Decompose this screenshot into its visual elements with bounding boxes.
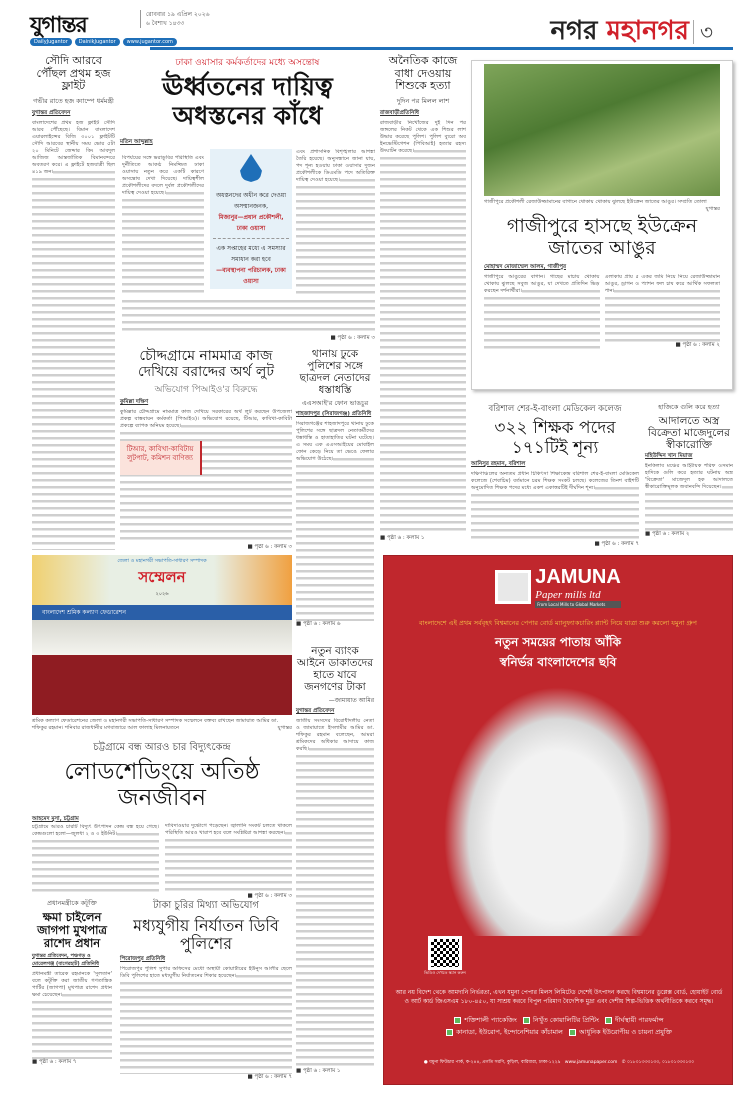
article-wasa bbox=[120, 55, 375, 341]
byline: মহিউদ্দিন খান মিয়াজ bbox=[645, 453, 693, 460]
checkbox-icon bbox=[569, 1029, 576, 1036]
facebook-link[interactable]: DailyJugantor bbox=[30, 38, 72, 46]
byline: কুমিল্লা দক্ষিণ bbox=[120, 399, 149, 406]
brand-tagline: From Local Mills to Global Markets bbox=[535, 601, 621, 608]
headline: চৌদ্দগ্রামে নামমাত্র কাজ দেখিয়ে বরাদ্দের অর্থ লুট bbox=[138, 348, 274, 381]
phone-number: ০১৮০১৩৩৩১৩৩, ০১৮০১৩৩৩১৩০ bbox=[626, 1060, 695, 1065]
article-body: কুমিল্লার চৌদ্দগ্রামে নামমাত্র কাজ দেখিয়ে সরকারের অর্থ লুট করছেন উপজেলা প্রকল্প বাস্তবায়ন কর্মকর্তা (পিআইও)। অভিযোগ রয়েছে, টিআর, কাবিখা-কাবিটা প্রকল্পে ব্যাপক অনিয়ম হয়েছে। টিআর, কাবিখা-কাবিটায় লুটপাট, কমিশন বাণিজ্য bbox=[120, 409, 292, 544]
byline: মতিন আব্দুল্লাহ bbox=[120, 138, 153, 145]
banner-year: ২০২৬ bbox=[155, 591, 169, 597]
section-name-a: নগর bbox=[550, 16, 598, 46]
byline: মোহাম্মদ মোজাম্মেল আলম, গাজীপুর bbox=[484, 263, 566, 270]
kicker: প্রধানমন্ত্রীকে কটূক্তি bbox=[47, 899, 97, 907]
kicker: চট্টগ্রামে বন্ধ আরও চার বিদ্যুৎকেন্দ্র bbox=[93, 742, 231, 753]
section-name-b: মহানগর bbox=[606, 16, 689, 46]
headline: লোডশেডিংয়ে অতিষ্ঠ জনজীবন bbox=[64, 759, 260, 812]
article-loadshedding bbox=[32, 740, 292, 901]
article-body-2: এবং প্রশাসনিক বিশৃঙ্খলার আশঙ্কা তৈরি হয়েছে। অনুসন্ধানে জানা যায়, পদ শূন্য হওয়ায় ঢাকা ওয়াসার দুজন প্রকৌশলীকে ডিএমডি পদে অতিরিক্ত দায়িত্ব দেওয়া হয়েছে। bbox=[296, 149, 375, 295]
page-number: ৩ bbox=[693, 20, 713, 44]
article-hajj bbox=[32, 55, 115, 550]
kicker: ঢাকা ওয়াসার কর্মকর্তাদের মধ্যে অসন্তোষ bbox=[175, 58, 320, 68]
article-body: গাজীপুরে আঙুরের বাগান। গাছের মাচায় থোকায় থোকায় ঝুলছে সবুজ আঙুর, যা দেখতে প্রতিদিন ভিড় করছেন দর্শনার্থীরা। bbox=[484, 274, 600, 349]
jump-line: ■ পৃষ্ঠা ৬ : কলাম ৩ bbox=[330, 335, 375, 341]
date-bengali: ৬ বৈশাখ ১৪৩৩ bbox=[146, 20, 185, 27]
byline: শাহজাদপুর (সিরাজগঞ্জ) প্রতিনিধি bbox=[296, 411, 372, 418]
date-gregorian: রোববার ১৯ এপ্রিল ২০২৬ bbox=[146, 11, 210, 18]
quote-1-attribution: মিজানুর—প্রধান প্রকৌশলী, ঢাকা ওয়াসা bbox=[218, 214, 284, 232]
jamuna-paper-advertisement[interactable] bbox=[383, 555, 733, 1085]
jump-line: ■ পৃষ্ঠা ৬ : কলাম ২ bbox=[645, 531, 690, 538]
ad-headline-2: স্বনির্ভর বাংলাদেশের ছবি bbox=[499, 655, 617, 669]
feature-item: কানাডা, ইউরোপ, ইন্দোনেশিয়ার কাঁচামাল bbox=[446, 1028, 563, 1036]
headline: ক্ষমা চাইলেন জাগপা মুখপাত্র রাশেদ প্রধান bbox=[37, 910, 107, 951]
headline: অনৈতিক কাজে বাধা দেওয়ায় শিশুকে হত্যা bbox=[388, 54, 458, 93]
feature-item: আধুনিক ইউরোপীয় ও চায়না প্রযুক্তি bbox=[569, 1028, 672, 1036]
feature-item: দীর্ঘস্থায়ী পারফর্মান্স bbox=[605, 1016, 663, 1024]
kicker: বরিশাল শের-ই-বাংলা মেডিকেল কলেজ bbox=[488, 404, 622, 414]
checkbox-icon bbox=[454, 1017, 461, 1024]
water-drop-icon bbox=[240, 154, 262, 182]
location-pin-icon: ● bbox=[423, 1060, 428, 1065]
quote-2-attribution: —ব্যবস্থাপনা পরিচালক, ঢাকা ওয়াসা bbox=[216, 267, 286, 285]
subheadline: —জামায়াত আমির bbox=[328, 697, 374, 705]
kicker: টাকা চুরির মিথ্যা অভিযোগ bbox=[153, 900, 259, 911]
article-body: বাংলাদেশের প্রথম হজ ফ্লাইট সৌদি আরব পৌঁছেছে। বিমান বাংলাদেশ এয়ারলাইন্সের বিজি ৩০০১ ফ্লাইটটি সৌদি আরবের স্থানীয় সময় ভোর ৫টা ২০ মিনিটে জেদ্দার কিং আবদুল আজিজ আন্তর্জাতিক বিমানবন্দরে অবতরণ করে। এ ফ্লাইটে হজযাত্রী ছিল ৪১৯ জন। bbox=[32, 120, 115, 550]
youtube-link[interactable]: DainikJugantor bbox=[75, 38, 120, 46]
subheadline: গভীর রাতে হজ ক্যাম্পে ধর্মমন্ত্রী bbox=[33, 96, 114, 105]
article-body: বিপর্যয়ের সঙ্গে ভরাডুবির পরিস্থিতি এবং দুর্নীতিতে আকণ্ঠ নিমজ্জিত ঢাকা ওয়াসায় নতুন করে একটি কারণে অসন্তোষ দেখা দিয়েছে। দায়িত্বশীল প্রকৌশলীদের বদলে দুর্বল প্রকৌশলীদের দায়িত্ব দেওয়া হয়েছে। bbox=[122, 155, 204, 295]
photo-credit: যুগান্তর bbox=[277, 725, 292, 731]
article-jagpa bbox=[32, 898, 112, 1067]
jump-line: ■ পৃষ্ঠা ৬ : কলাম ৩ bbox=[247, 892, 292, 899]
headline: নতুন ব্যাংক আইনে ডাকাতদের হাতে যাবে জনগণের টাকা bbox=[296, 645, 374, 694]
byline: পিরোজপুর প্রতিনিধি bbox=[120, 955, 166, 962]
article-body: দক্ষিণাঞ্চলের অন্যতম প্রধান চিকিৎসা শিক্ষাকেন্দ্র বরিশাল শের-ই-বাংলা মেডিকেল কলেজে (শেবাচিম) বর্তমানে চরম শিক্ষক সংকট চলছে। কলেজের তিনশ বাইশটি অনুমোদিত শিক্ষক পদের মধ্যে একশ একাত্তরটিই দীর্ঘদিন শূন্য। bbox=[471, 471, 639, 541]
quote-2: এক সপ্তাহের মধ্যে এ সমস্যার সমাধান করা হবে bbox=[216, 245, 286, 263]
quote-box bbox=[210, 149, 292, 289]
qr-label: ভিডিও দেখতে স্ক্যান করুন bbox=[424, 970, 466, 975]
photo-caption: শ্রমিক কল্যাণ ফেডারেশনের জেলা ও মহানগরী সভাপতি-সাধারণ সম্পাদক সম্মেলনে বক্তব্য রাখছেন জামায়াত আমির ডা. শফিকুর রহমান। শনিবার রাজধানীর মগবাজারে আল ফালাহ মিলনায়তনে যুগান্তর bbox=[32, 718, 292, 731]
headline: সৌদি আরবে পৌঁছল প্রথম হজ ফ্লাইট bbox=[36, 54, 111, 93]
headline: ৩২২ শিক্ষক পদের ১৭১টিই শূন্য bbox=[494, 418, 616, 458]
jump-line: ■ পৃষ্ঠা ৬ : কলাম ১ bbox=[380, 534, 425, 541]
photo-caption: গাজীপুরে প্রকৌশলী রেজাউজ্জামানের বাগানে থোকায় থোকায় ঝুলছে ইউক্রেন জাতের আঙুর। সম্প্রতি তোলা bbox=[484, 199, 707, 205]
article-confession bbox=[645, 402, 733, 539]
jump-line: ■ পৃষ্ঠা ৬ : কলাম ৩ bbox=[247, 544, 292, 551]
byline: আনিসুর রহমান, বরিশাল bbox=[471, 461, 526, 468]
article-child-murder bbox=[380, 55, 466, 543]
feature-list bbox=[394, 1014, 724, 1038]
article-db-police bbox=[120, 898, 292, 1082]
conference-photo bbox=[32, 555, 292, 715]
article-bank-law bbox=[296, 645, 374, 1076]
article-body-3 bbox=[122, 298, 375, 333]
ad-contact bbox=[394, 1059, 724, 1066]
jamuna-logo-icon bbox=[495, 570, 531, 604]
article-body-2: দাবিদাওয়ার দুর্ভোগে পড়েছেন। জ্বালানি সংকট চলতে থাকলে পরিস্থিতি আরও খারাপ হবে বলে সংশ্লিষ্টরা আশঙ্কা করছেন। bbox=[165, 823, 292, 893]
jump-line: ■ পৃষ্ঠা ৬ : কলাম ৭ bbox=[594, 541, 639, 548]
headline: মধ্যযুগীয় নির্যাতন ডিবি পুলিশের bbox=[133, 916, 279, 954]
banner-title: সম্মেলন bbox=[138, 568, 186, 586]
grape-vineyard-photo bbox=[484, 64, 720, 196]
ad-body: আর নয় বিদেশ থেকে আমদানি নির্ভরতা, এখন যমুনা পেপার মিলস লিমিটেড দেশেই উৎপাদন করছে বিশ্বমানের ডুপ্লেক্স বোর্ড, হোয়াইট বোর্ড ও আর্ট কার্ড জিএসএম ১৮০-৪৫০, যা সাশ্রয় করবে বিপুল পরিমাণ বৈদেশিক মুদ্রা এবং দেশীয় শিল্প-ভিত্তিক অর্থনীতিকে করবে সমৃদ্ধ। bbox=[395, 989, 723, 1005]
jump-line: ■ পৃষ্ঠা ৬ : কলাম ২ bbox=[675, 341, 720, 348]
article-chouddagram bbox=[120, 348, 292, 552]
paper-boxes-illustration bbox=[443, 686, 673, 936]
headline: গাজীপুরে হাসছে ইউক্রেন জাতের আঙুর bbox=[506, 215, 698, 259]
brand-subtitle: Paper mills ltd bbox=[535, 589, 601, 601]
section-title bbox=[551, 10, 713, 54]
newspaper-logo: যুগান্তর bbox=[30, 12, 87, 38]
issue-date bbox=[140, 10, 210, 28]
article-body: জাতীয় সংসদের বিরোধীদলীয় নেতা ও জামায়াতে ইসলামীর আমির ডা. শফিকুর রহমান বলেছেন, আমরা শ্রমিকদের অধিকার আদায়ে কাজ করছি। bbox=[296, 718, 374, 1068]
article-body: রাজবাড়ীর নিখোঁজের দুই দিন পর জঙ্গলের নিকট থেকে এক শিশুর লাশ উদ্ধার করেছে পুলিশ। পুলিশ ব্যুরো অব ইনভেস্টিগেশন (পিবিআই) হত্যার রহস্য উদ্ঘাটন করেছে। bbox=[380, 120, 466, 535]
address: যমুনা ফিউচার পার্ক, ক-২৪৪, প্রগতি সরণি, কুড়িল, বারিধারা, ঢাকা-১২২৯ bbox=[429, 1060, 561, 1065]
qr-code[interactable] bbox=[428, 936, 462, 970]
article-body: ইনকিলাব মঞ্চের আহ্বায়ক শরিফ ওসমান হাদিকে গুলি করে হত্যার ঘটনায় অস্ত্র 'বিক্রেতা' মাজেদুল হক আদালতে স্বীকারোক্তিমূলক জবানবন্দি দিয়েছেন। bbox=[645, 463, 733, 531]
headline: আদালতে অস্ত্র বিক্রেতা মাজেদুলের স্বীকারোক্তি bbox=[648, 415, 730, 452]
byline: যুগান্তর প্রতিবেদন bbox=[296, 708, 335, 715]
checkbox-icon bbox=[605, 1017, 612, 1024]
callout: টিআর, কাবিখা-কাবিটায় লুটপাট, কমিশন বাণিজ্য bbox=[120, 441, 202, 475]
headline: ঊর্ধ্বতনের দায়িত্ব অধস্তনের কাঁধে bbox=[162, 72, 333, 130]
byline: যুগান্তর প্রতিবেদন, পঞ্চগড় ও মোরেলগঞ্জ (বাগেরহাট) প্রতিনিধি bbox=[32, 952, 99, 967]
article-body: প্রধানমন্ত্রী তারেক রহমানকে 'সুলতান' বলে কটূক্তি করা জাতীয় গণতান্ত্রিক পার্টির (জাগপা) মুখপাত্র রাশেদ প্রধান ক্ষমা চেয়েছেন। bbox=[32, 971, 112, 1059]
jump-line: ■ পৃষ্ঠা ৬ : কলাম ৭ bbox=[32, 1058, 77, 1065]
ad-lead: বাংলাদেশে এই প্রথম সর্ববৃহৎ বিশ্বমানের পেপার বোর্ড ম্যানুফ্যাকচারিং প্ল্যান্ট নিয়ে যাত্রা শুরু করলো যমুনা গ্রুপ bbox=[419, 619, 697, 627]
photo-credit: যুগান্তর bbox=[705, 206, 720, 212]
website-link[interactable]: www.jugantor.com bbox=[123, 38, 177, 46]
jump-line: ■ পৃষ্ঠা ৬ : কলাম ৬ bbox=[296, 621, 341, 628]
quote-1: অধস্তনদের অধীন করে দেওয়া অসম্মানজনক, bbox=[215, 192, 287, 210]
article-body: চট্টগ্রামে আরও চারটি বিদ্যুৎ উৎপাদন কেন্দ্র বন্ধ হয়ে গেছে। কেন্দ্রগুলো হলো—জুলধা ২ ও ৩ ইউনিট। bbox=[32, 824, 159, 894]
ad-headline-1: নতুন সময়ের পাতায় আঁকি bbox=[495, 635, 621, 649]
jump-line: ■ পৃষ্ঠা ৬ : কলাম ৭ bbox=[247, 1073, 292, 1080]
article-body: সিরাজগঞ্জের শাহজাদপুরে থানায় ঢুকে পুলিশের সঙ্গে ছাত্রদল নেতাকর্মীদের ধস্তাধস্তি ও হাতাহাতির ঘটনা ঘটেছে। এ সময় এক এএসআইয়ের মোবাইল ফোন কেড়ে নিয়ে তা ভেঙে ফেলার অভিযোগ উঠেছে। bbox=[296, 421, 374, 621]
subheadline: দুদিন পর মিলল লাশ bbox=[396, 96, 450, 105]
kicker: হাজিকে গুলি করে হত্যা bbox=[658, 403, 720, 411]
byline: আহমেদ মুসা, চট্টগ্রাম bbox=[32, 815, 79, 822]
article-body: পিরোজপুর পুলিশ সুপার অফিসের মেধো অস্থায়ী কোয়ার্টারের ইউনুস আলীর ছেলে ডিবি পুলিশের হাতে মধ্যযুগীয় নির্যাতনের শিকার হয়েছেন। bbox=[120, 966, 292, 1074]
phone-icon: ✆ bbox=[621, 1060, 626, 1065]
feature-item: শক্তিশালী প্যাকেজিং bbox=[454, 1016, 516, 1024]
byline: রাজবাড়ীপ্রতিনিধি bbox=[380, 109, 420, 116]
article-grapes bbox=[471, 60, 733, 390]
checkbox-icon bbox=[446, 1029, 453, 1036]
feature-item: নিখুঁত কোয়ালিটির প্রিন্টিং bbox=[523, 1016, 599, 1024]
jump-line: ■ পৃষ্ঠা ৬ : কলাম ১ bbox=[296, 1068, 341, 1075]
banner-subtitle: জেলা ও মহানগরী সভাপতি-সাধারণ সম্পাদক bbox=[117, 558, 207, 564]
article-body-2: এলাকায় প্রায় ৫ একর জমি নিয়ে নিয়ে রেজাউজ্জামান আঙুর, ড্রাগন ও প্যাশন ফল চাষ করে আর্থিক সফলতা পান। bbox=[605, 274, 721, 342]
subheadline: এএসআই'র ফোন ভাঙচুর bbox=[301, 399, 369, 408]
website-link[interactable]: www.jamunapaper.com bbox=[564, 1060, 618, 1065]
subheadline: অভিযোগ পিআইও'র বিরুদ্ধে bbox=[154, 385, 258, 396]
banner-org: বাংলাদেশ শ্রমিক কল্যাণ ফেডারেশন bbox=[32, 605, 292, 620]
byline: যুগান্তর প্রতিবেদন bbox=[32, 109, 71, 116]
headline: থানায় ঢুকে পুলিশের সঙ্গে ছাত্রদল নেতাদের ধস্তাধস্তি bbox=[299, 348, 371, 397]
brand-name: JAMUNA bbox=[535, 566, 621, 588]
checkbox-icon bbox=[523, 1017, 530, 1024]
social-links bbox=[30, 38, 177, 46]
article-thana bbox=[296, 348, 374, 629]
article-barishal bbox=[471, 402, 639, 549]
